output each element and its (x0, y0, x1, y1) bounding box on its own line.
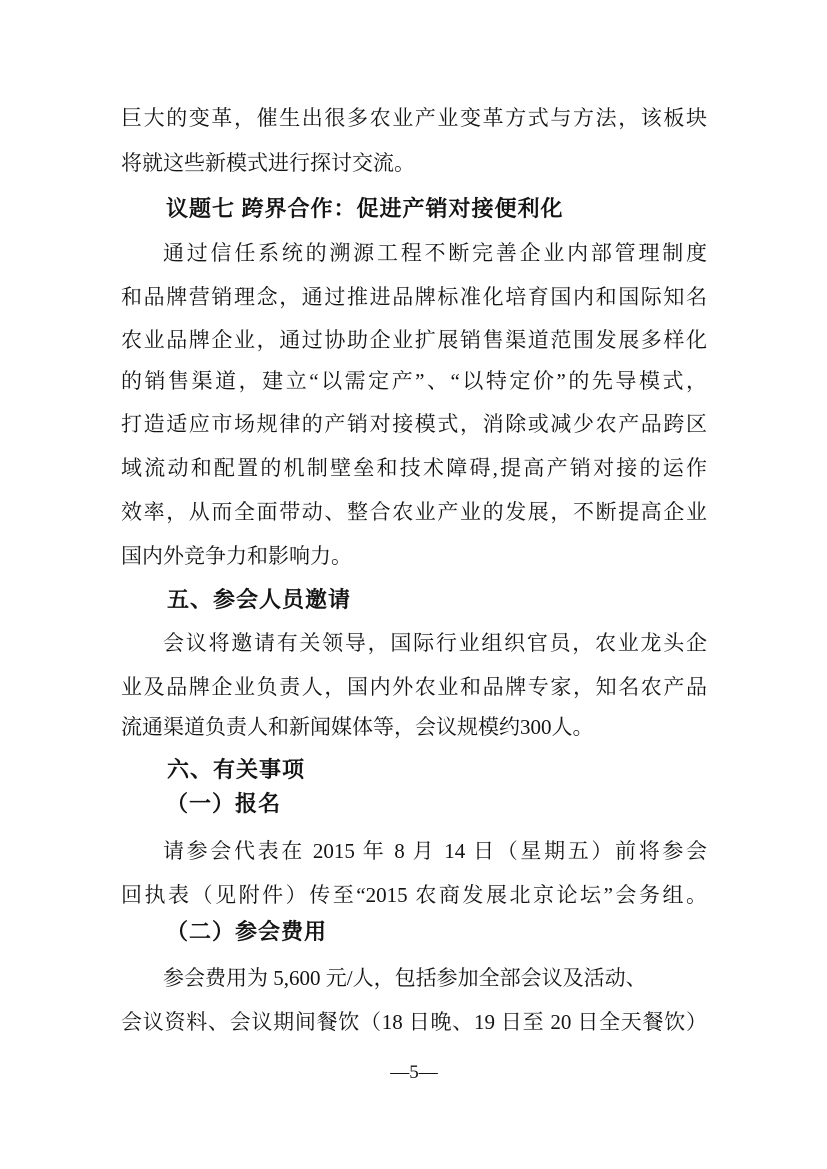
body-line: 农业品牌企业，通过协助企业扩展销售渠道范围发展多样化 (121, 328, 707, 352)
topic-heading: 议题七 跨界合作：促进产销对接便利化 (166, 196, 564, 221)
body-line: 会议将邀请有关领导，国际行业组织官员，农业龙头企 (163, 631, 707, 655)
body-line: 域流动和配置的机制壁垒和技术障碍,提高产销对接的运作 (121, 456, 707, 480)
body-line: 和品牌营销理念，通过推进品牌标准化培育国内和国际知名 (121, 285, 707, 309)
body-line: 通过信任系统的溯源工程不断完善企业内部管理制度 (163, 241, 707, 265)
body-line: 参会费用为 5,600 元/人，包括参加全部会议及活动、 (163, 966, 647, 990)
page-number: —5— (390, 1062, 438, 1083)
body-line: 流通渠道负责人和新闻媒体等，会议规模约300人。 (121, 715, 594, 739)
subsection-heading: （一）报名 (166, 791, 282, 816)
body-line: 会议资料、会议期间餐饮（18 日晚、19 日至 20 日全天餐饮） (121, 1010, 707, 1034)
body-line: 国内外竞争力和影响力。 (121, 544, 352, 568)
body-line: 的销售渠道，建立“以需定产”、“以特定价”的先导模式， (121, 369, 707, 393)
body-line: 效率，从而全面带动、整合农业产业的发展，不断提高企业 (121, 500, 707, 524)
body-line: 请参会代表在 2015 年 8 月 14 日（星期五）前将参会 (163, 839, 707, 863)
body-line: 巨大的变革，催生出很多农业产业变革方式与方法，该板块 (121, 106, 707, 130)
body-line: 将就这些新模式进行探讨交流。 (121, 151, 415, 175)
section-heading: 六、有关事项 (167, 757, 306, 782)
body-line: 业及品牌企业负责人，国内外农业和品牌专家，知名农产品 (121, 675, 707, 699)
section-heading: 五、参会人员邀请 (167, 587, 352, 612)
body-line: 打造适应市场规律的产销对接模式，消除或减少农产品跨区 (121, 412, 707, 436)
body-line: 回执表（见附件）传至“2015 农商发展北京论坛”会务组。 (121, 883, 707, 907)
subsection-heading: （二）参会费用 (166, 919, 328, 944)
